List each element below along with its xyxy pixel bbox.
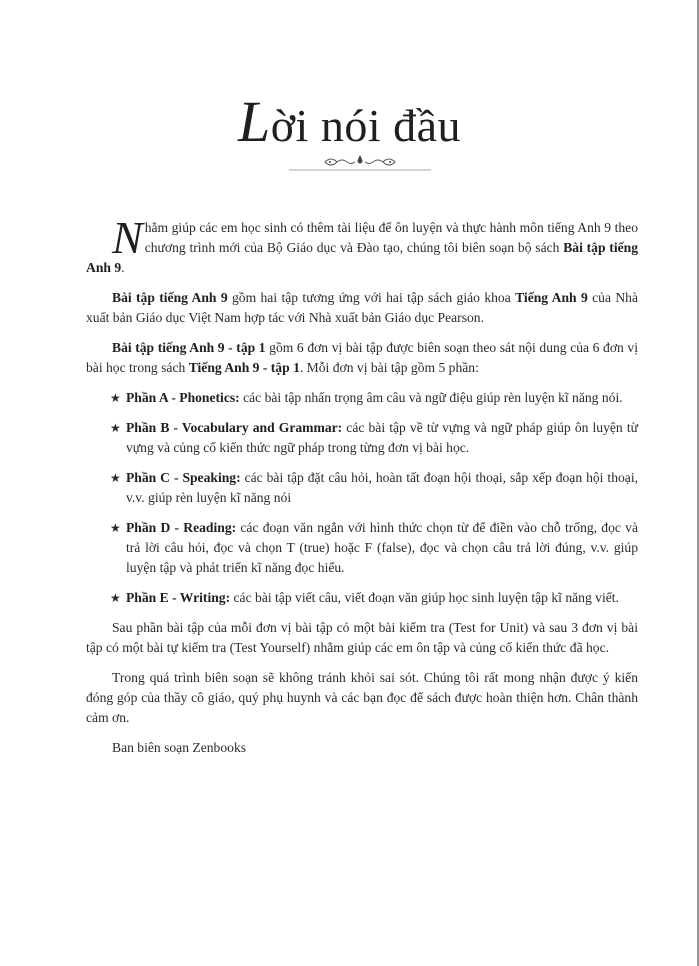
preface-body [86,212,638,768]
title-text: ời nói đầu [270,100,462,151]
list-item: ★ Phần E - Writing: các bài tập viết câu, viết đoạn văn giúp học sinh luyện tập kĩ năng viết. [86,588,638,608]
drop-cap: N [112,212,143,263]
paragraph-four: Sau phần bài tập của mỗi đơn vị bài tập có một bài kiểm tra (Test for Unit) và sau 3 đơn vị bài tập có một bài tự kiểm tra (Test Yourself) nhằm giúp các em ôn tập và củng cố kiến thức đã học. [86,620,638,655]
star-icon: ★ [110,421,121,435]
list-item: ★ Phần D - Reading: các đoạn văn ngắn với hình thức chọn từ để điền vào chỗ trống, đọc và trả lời câu hỏi, đọc và chọn T (true) hoặc F (false), đọc và chọn câu trả lời đúng, v.v. giúp luyện tập và phát triển kĩ năng đọc hiểu. [110,520,638,575]
signature: Ban biên soạn Zenbooks [112,740,247,755]
list-item: ★ Phần B - Vocabulary and Grammar: các bài tập về từ vựng và ngữ pháp giúp ôn luyện từ vựng và củng cố kiến thức ngữ pháp trong từng đơn vị bài học. [110,420,638,455]
star-icon: ★ [110,391,121,405]
title-ornament-icon [289,152,431,174]
parts-list [86,388,638,608]
page-title [0,88,699,155]
title-script-capital: L [237,89,271,154]
paragraph-two: Bài tập tiếng Anh 9 gồm hai tập tương ứng với hai tập sách giáo khoa Tiếng Anh 9 của Nhà xuất bản Giáo dục Việt Nam hợp tác với Nhà xuất bản Giáo dục Pearson. [86,290,638,325]
star-icon: ★ [110,591,121,605]
star-icon: ★ [110,471,121,485]
paragraph-three: Bài tập tiếng Anh 9 - tập 1 gồm 6 đơn vị bài tập được biên soạn theo sát nội dung của 6 đơn vị bài học trong sách Tiếng Anh 9 - tập 1. Mỗi đơn vị bài tập gồm 5 phần: [86,340,638,375]
list-item: ★ Phần C - Speaking: các bài tập đặt câu hỏi, hoàn tất đoạn hội thoại, sắp xếp đoạn hội thoại, v.v. giúp rèn luyện kĩ năng nói [110,470,638,505]
paragraph-five: Trong quá trình biên soạn sẽ không tránh khỏi sai sót. Chúng tôi rất mong nhận được ý kiến đóng góp của thầy cô giáo, quý phụ huynh và các bạn đọc để sách được hoàn thiện hơn. Chân thành cảm ơn. [86,670,638,725]
list-item: ★ Phần A - Phonetics: các bài tập nhấn trọng âm câu và ngữ điệu giúp rèn luyện kĩ năng nói. [86,388,638,408]
intro-paragraph: Nhằm giúp các em học sinh có thêm tài liệu để ôn luyện và thực hành môn tiếng Anh 9 theo chương trình mới của Bộ Giáo dục và Đào tạo, chúng tôi biên soạn bộ sách Bài tập tiếng Anh 9. [86,212,638,275]
star-icon: ★ [110,521,121,535]
